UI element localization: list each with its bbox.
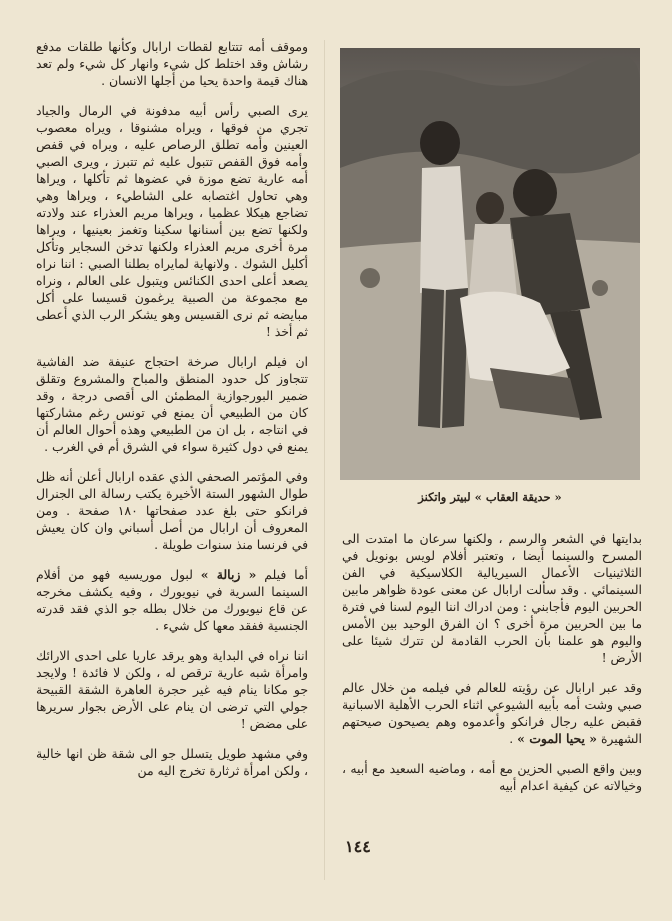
paragraph: يرى الصبي رأس أبيه مدفونة في الرمال والجياد تجري من فوقها ، ويراه مشنوقا ، ويراه معصوب العينين وأمه تطلق الرصاص عليه ، ويراه في قفص وأمه فوق القفص تتبول عليه ثم تتبرز ، ويرى الصبي أمه عارية تضع موزة في عضوها ثم تأكلها ، ويراها وهي تحاول اغتصابه على الشاطيء ، ويراها وهي تضاجع هيكلا عظميا ، ويراها مريم العذراء عند ولادته ولكنها تضع بين أسنانها سكينا وتغمز بعينيها ، ويراها مرة أخرى مريم العذراء ولكنها تدخن السجاير وتأكل أكليل الشوك . ولانهاية لمايراه بطلنا الصبي : اننا نراه يصعد أعلى احدى الكنائس ويتبول على العالم ، ونراه مع مجموعة من الصبية يرغمون قسيسا على أكل مبايضه ثم نرى القسيس وهو يشكر الرب الذي أعطى ثم أخذ ! (36, 103, 308, 339)
column-divider (324, 40, 325, 880)
photo-illustration (340, 48, 640, 480)
left-text-column (36, 38, 308, 792)
paragraph: بدايتها في الشعر والرسم ، ولكنها سرعان ما امتدت الى المسرح والسينما أيضا ، وتعتبر أفلام لويس بونويل في الثلاثينيات الأعمال السيريالية الكلاسيكية في الفن السينمائي . وقد سألت ارابال عن معنى عودة ظواهر مابين الحربين اليوم فأجابني : ومن ادراك اننا اليوم لسنا في فترة ما بين الحربين مرة أخرى ؟ ان الفرق الوحيد بين الأمس واليوم هو علمنا بأن الحرب القادمة لن تترك شيئا على الأرض ! (342, 531, 642, 665)
film-title: « زبالة » (200, 567, 257, 582)
text-run: أما فيلم (256, 567, 308, 582)
text-run: . (509, 731, 518, 746)
paragraph: وفي مشهد طويل يتسلل جو الى شقة ظن انها خالية ، ولكن امرأة ثرثارة تخرج اليه من (36, 746, 308, 778)
paragraph: ان فيلم ارابال صرخة احتجاج عنيفة ضد الفاشية تتجاوز كل حدود المنطق والمباح والمشروع وتقلق ضمير البورجوازية المطمئن الى أقصى درجة ، وقد كان من الطبيعي أن يمنع في تونس رغم مشاركتها في انتاجه ، بل ان من الطبيعي وهذه أحوال العالم أن يمنع في دول كثيرة سواء في الشرق أم في الغرب . (36, 354, 308, 454)
paragraph: اننا نراه في البداية وهو يرقد عاريا على احدى الارائك وامرأة شبه عارية ترقص له ، ولكن لا فائدة ! ولايجد جو مكانا ينام فيه غير حجرة العاهرة الشقة القبيحة جولي التي ترضى ان ينام على الأرض بجوار سريرها على مضض ! (36, 648, 308, 731)
quoted-slogan: « يحيا الموت » (517, 731, 597, 746)
photo-caption: « حديقة العقاب » لبيتر واتكنز (418, 490, 562, 504)
paragraph (342, 679, 642, 747)
paragraph: وموقف أمه تتتابع لقطات ارابال وكأنها طلقات مدفع رشاش وقد اختلط كل شيء وانهار كل شيء ولم تعد هناك قيمة واحدة يحيا من أجلها الانسان . (36, 39, 308, 88)
film-still-photo (340, 48, 640, 480)
paragraph: وفي المؤتمر الصحفي الذي عقده ارابال أعلن أنه ظل طوال الشهور الستة الأخيرة يكتب رسالة الى الجنرال فرانكو حتى بلغ عدد صفحاتها ١٨٠ صفحة . ومن المعروف أن ارابال من أصل أسباني وان كان يعيش في فرنسا منذ سنوات طويلة . (36, 469, 308, 552)
text-run: وقد عبر ارابال عن رؤيته للعالم في فيلمه من خلال عالم صبي وشت أمه بأبيه الشيوعي اثناء الحرب الأهلية الاسبانية فقبض عليه رجال فرانكو وأعدموه وهم يصيحون صيحتهم الشهيرة (342, 680, 642, 746)
text-run: لبول موريسيه فهو من أفلام السينما السرية في نيويورك ، وفيه يكشف مخرجه عن قاع نيويورك من خلال بطله جو الذي فقد قدرته الجنسية ففقد معها كل شيء . (36, 567, 308, 633)
paragraph (36, 566, 308, 634)
right-text-column (342, 530, 642, 807)
page-number: ١٤٤ (345, 837, 371, 856)
paragraph: وبين واقع الصبي الحزين مع أمه ، وماضيه السعيد مع أبيه ، وخيالاته عن كيفية اعدام أبيه (342, 761, 642, 793)
